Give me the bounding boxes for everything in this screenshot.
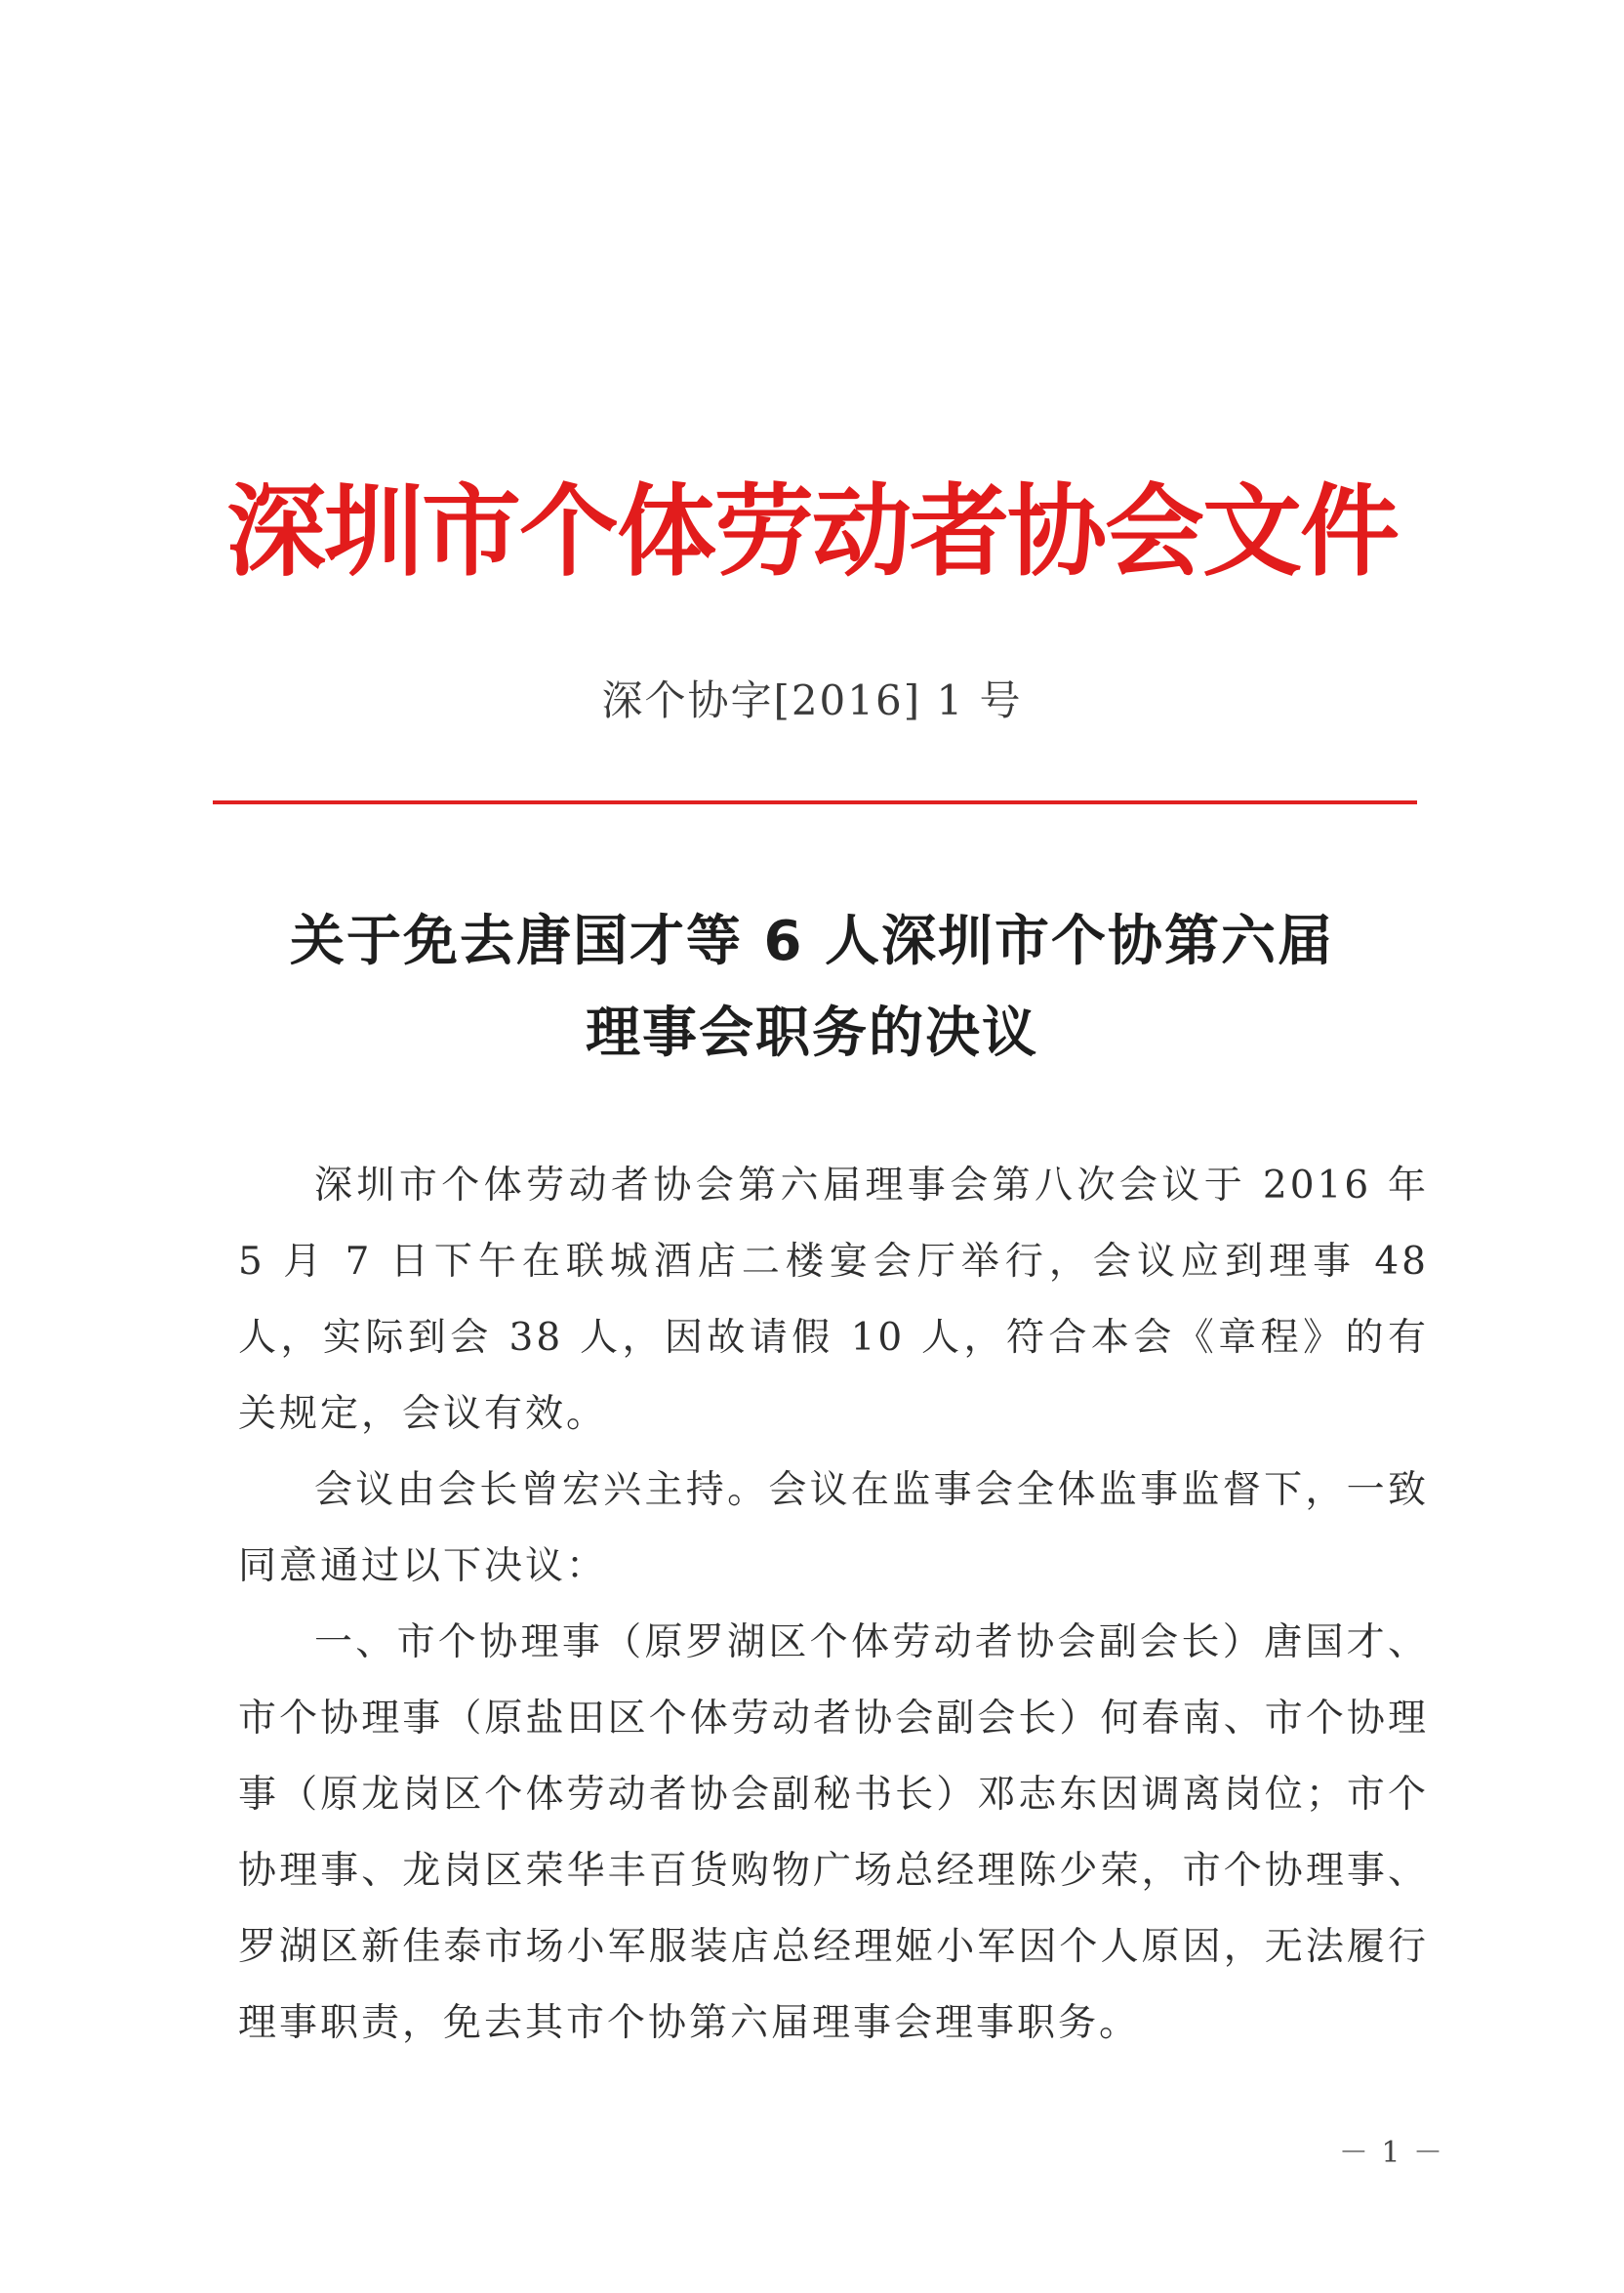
document-title <box>0 896 1624 1080</box>
body-paragraph-2: 会议由会长曾宏兴主持。会议在监事会全体监事监督下，一致同意通过以下决议： <box>238 1468 1429 1588</box>
masthead-title: 深圳市个体劳动者协会文件 <box>226 473 1398 591</box>
title-line-1: 关于免去唐国才等 6 人深圳市个协第六届 <box>290 910 1334 973</box>
document-number: 深个协字[2016] 1 号 <box>601 676 1023 724</box>
document-body <box>238 1148 1429 2062</box>
red-divider-line <box>213 800 1417 804</box>
title-line-2: 理事会职务的决议 <box>586 1002 1038 1065</box>
body-paragraph-3: 一、市个协理事（原罗湖区个体劳动者协会副会长）唐国才、市个协理事（原盐田区个体劳动者协会副会长）何春南、市个协理事（原龙岗区个体劳动者协会副秘书长）邓志东因调离岗位；市个协理事、龙岗区荣华丰百货购物广场总经理陈少荣，市个协理事、罗湖区新佳泰市场小军服装店总经理姬小军因个人原因，无法履行理事职责，免去其市个协第六届理事会理事职务。 <box>238 1620 1429 2045</box>
page-number: － 1 － <box>1338 2136 1444 2170</box>
body-paragraph-1: 深圳市个体劳动者协会第六届理事会第八次会议于 2016 年 5 月 7 日下午在联城酒店二楼宴会厅举行，会议应到理事 48 人，实际到会 38 人，因故请假 10 人，符合本会《章程》的有关规定，会议有效。 <box>238 1164 1429 1436</box>
